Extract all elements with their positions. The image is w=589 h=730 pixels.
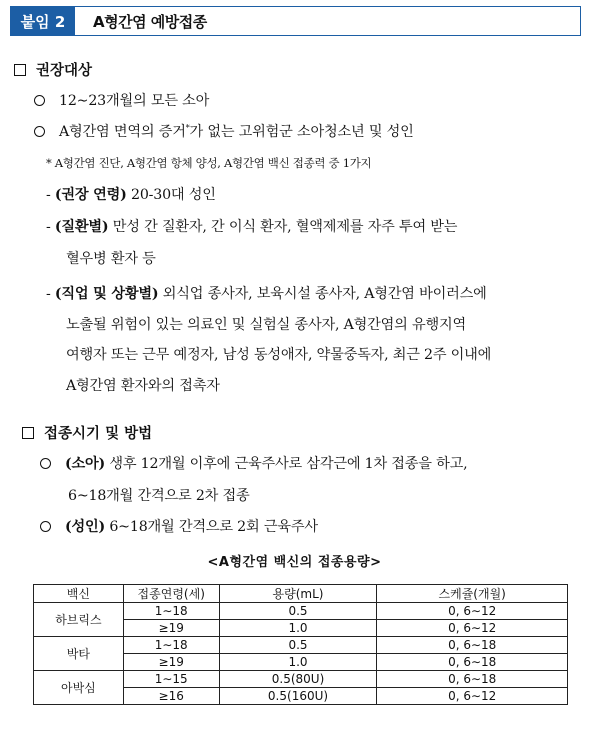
table-cell: 0, 6∼18 [377, 654, 568, 671]
circle-bullet-icon [34, 95, 45, 106]
sub-item-occupation-cont: 여행자 또는 근무 예정자, 남성 동성애자, 약물중독자, 최근 2주 이내에 [66, 347, 492, 363]
circle-bullet-icon [40, 521, 51, 532]
bullet-item-child: (소아) 생후 12개월 이후에 근육주사로 삼각근에 1차 접종을 하고, [40, 453, 467, 473]
column-header: 용량(mL) [219, 585, 377, 603]
circle-bullet-icon [40, 458, 51, 469]
table-cell: 1.0 [219, 620, 377, 637]
table-cell: ≥19 [123, 654, 219, 671]
section-title: 접종시기 및 방법 [44, 425, 153, 442]
table-cell: 1.0 [219, 654, 377, 671]
table-cell: 0.5 [219, 637, 377, 654]
bullet-item: A형간염 면역의 증거*가 없는 고위험군 소아청소년 및 성인 [34, 121, 414, 141]
column-header: 스케쥴(개월) [377, 585, 568, 603]
table-header-row [34, 585, 568, 603]
table-cell: 0.5 [219, 603, 377, 620]
column-header: 백신 [34, 585, 124, 603]
vaccine-name: 하브릭스 [34, 603, 124, 637]
vaccine-name: 아박심 [34, 671, 124, 705]
sub-item-disease-cont: 혈우병 환자 등 [66, 251, 156, 267]
table-cell: 0, 6∼18 [377, 637, 568, 654]
table-cell: 0, 6∼12 [377, 620, 568, 637]
section-title: 권장대상 [36, 62, 93, 79]
sub-item-disease: - (질환별) 만성 간 질환자, 간 이식 환자, 혈액제제를 자주 투여 받는 [46, 219, 458, 235]
bullet-item-adult: (성인) 6~18개월 간격으로 2회 근육주사 [40, 516, 318, 536]
page-title: A형간염 예방접종 [93, 12, 207, 31]
section-heading-recommended [14, 59, 92, 80]
vaccine-name: 박타 [34, 637, 124, 671]
table-row [34, 603, 568, 620]
table-cell: ≥16 [123, 688, 219, 705]
attachment-tag: 붙임 2 [11, 7, 75, 35]
table-cell: 0, 6∼12 [377, 688, 568, 705]
section-heading-schedule [22, 422, 152, 443]
table-cell: 0, 6∼18 [377, 671, 568, 688]
table-cell: 1∼18 [123, 637, 219, 654]
circle-bullet-icon [34, 126, 45, 137]
table-cell: 0.5(160U) [219, 688, 377, 705]
table-row [34, 637, 568, 654]
table-cell: 1∼15 [123, 671, 219, 688]
table-cell: ≥19 [123, 620, 219, 637]
sub-item-occupation-cont: 노출될 위험이 있는 의료인 및 실험실 종사자, A형간염의 유행지역 [66, 317, 466, 333]
checkbox-square-icon [22, 427, 34, 439]
vaccine-dose-table [33, 584, 568, 705]
bullet-item-child-cont: 6~18개월 간격으로 2차 접종 [68, 488, 250, 504]
sub-item-age: - (권장 연령) 20-30대 성인 [46, 187, 216, 203]
table-cell: 0.5(80U) [219, 671, 377, 688]
table-row [34, 671, 568, 688]
table-cell: 0, 6∼12 [377, 603, 568, 620]
table-cell: 1∼18 [123, 603, 219, 620]
checkbox-square-icon [14, 64, 26, 76]
table-caption: <A형간염 백신의 접종용량> [207, 555, 382, 570]
column-header: 접종연령(세) [123, 585, 219, 603]
bullet-item: 12∼23개월의 모든 소아 [34, 90, 209, 110]
sub-item-occupation-cont: A형간염 환자와의 접촉자 [66, 378, 220, 394]
sub-item-occupation: - (직업 및 상황별) 외식업 종사자, 보육시설 종사자, A형간염 바이러스에 [46, 286, 487, 302]
title-bar [10, 6, 581, 36]
footnote: * A형간염 진단, A형간염 항체 양성, A형간염 백신 접종력 중 1가지 [46, 156, 372, 170]
